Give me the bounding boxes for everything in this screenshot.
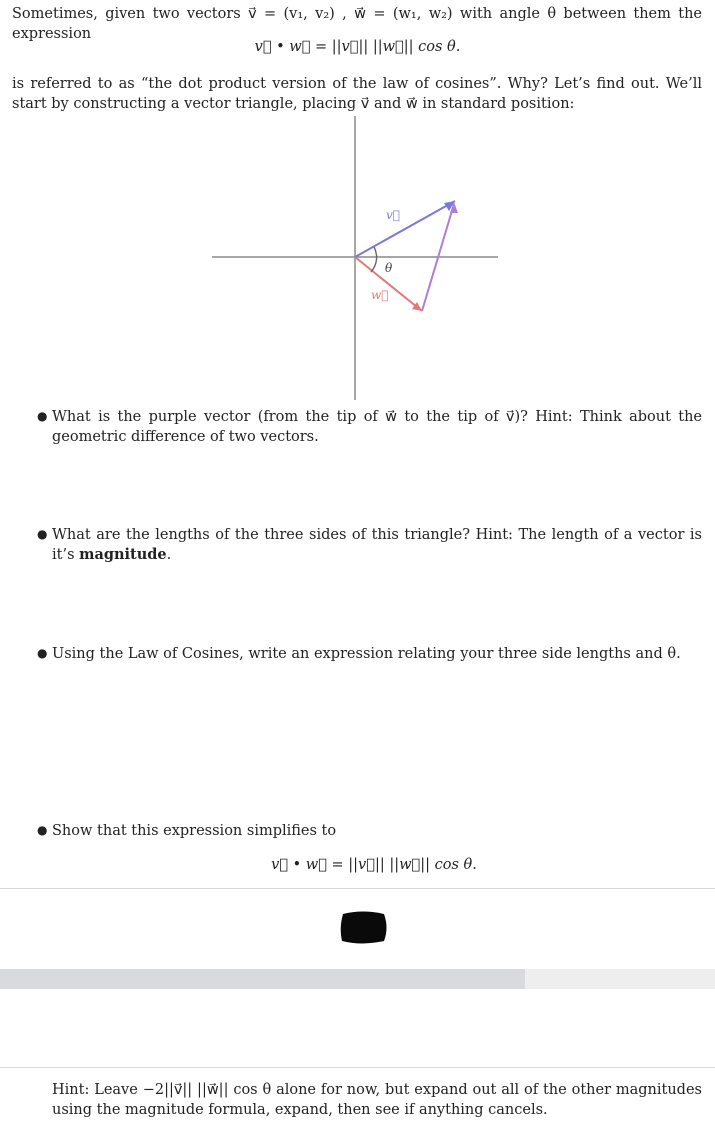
final-formula: v⃗ • w⃗ = ||v⃗|| ||w⃗|| cos θ. (271, 857, 477, 873)
label-w: w⃗ (371, 288, 389, 302)
bullet-4: ● (37, 823, 48, 837)
angle-arc (371, 247, 377, 272)
progress-track-filled (0, 969, 525, 989)
intro-text: Sometimes, given two vectors v⃗ = (v₁, v₂) , w⃗ = (w₁, w₂) with angle θ between them the expression (12, 6, 702, 42)
question-4: Show that this expression simplifies to (52, 823, 337, 839)
bullet-2: ● (37, 527, 48, 541)
question-2: What are the lengths of the three sides of this triangle? Hint: The length of a vector is it’s magnitude. (52, 527, 702, 563)
question-1: What is the purple vector (from the tip of w⃗ to the tip of v⃗)? Hint: Think about the geometric difference of two vectors. (52, 409, 702, 445)
label-v: v⃗ (386, 208, 400, 222)
hint-text: Hint: Leave −2||v⃗|| ||w⃗|| cos θ alone for now, but expand out all of the other magnitudes using the magnitude formula, expand, then see if anything cancels. (52, 1082, 702, 1118)
label-theta: θ (385, 261, 393, 275)
bullet-1: ● (37, 409, 48, 423)
redaction-blob (337, 908, 389, 946)
magnitude-term: magnitude (79, 546, 167, 563)
bullet-3: ● (37, 646, 48, 660)
question-3: Using the Law of Cosines, write an expression relating your three side lengths and θ. (52, 646, 681, 662)
progress-track-empty (525, 969, 715, 989)
intro-paragraph: is referred to as “the dot product version of the law of cosines”. Why? Let’s find out. We’ll start by constructing a vector triangle, placing v⃗ and w⃗ in standard position: (12, 76, 702, 112)
intro-formula: v⃗ • w⃗ = ||v⃗|| ||w⃗|| cos θ. (254, 39, 461, 55)
divider-hint (0, 1067, 715, 1068)
vector-triangle-figure (200, 112, 510, 404)
divider-top (0, 888, 715, 889)
